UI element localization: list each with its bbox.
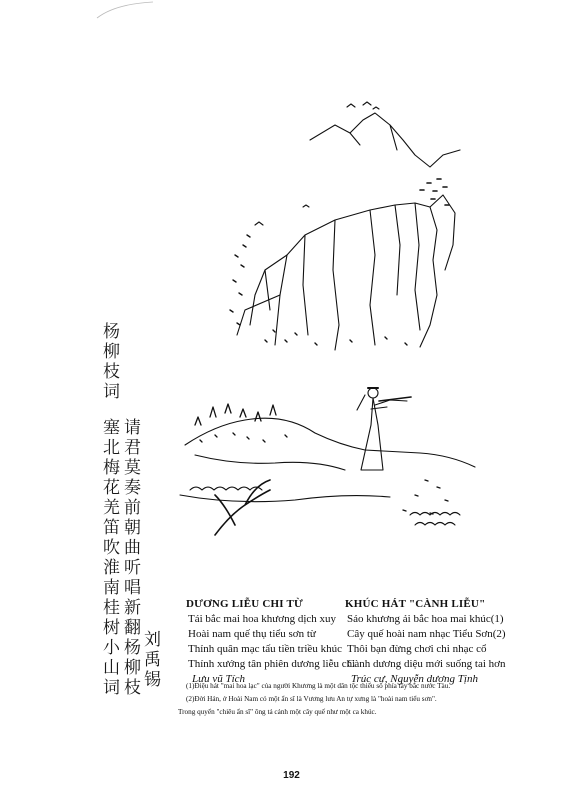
distant-mountains-drawing (310, 113, 460, 167)
flute-player-drawing (357, 388, 411, 470)
chinese-poem-line-2: 塞北梅花羌笛吹 (99, 418, 119, 558)
hill-drawing (180, 418, 475, 514)
poem-line: Sáo khương ải bắc hoa mai khúc(1) (347, 613, 504, 625)
footnote: (1)Điệu hát "mai hoa lạc" của người Khương là một dân tộc thiểu số phía tây bắc nước Tàu. (186, 682, 451, 690)
poem-translation (345, 597, 525, 687)
poem-line: Thôi bạn đừng chơi chi nhạc cổ (347, 643, 487, 655)
landscape-illustration (175, 95, 490, 555)
cliffs-drawing (230, 179, 455, 350)
chinese-poem-author: 刘禹锡 (140, 630, 160, 690)
poem-line: Tái bắc mai hoa khương dịch xuy (188, 613, 337, 625)
poem-line: Cành dương diệu mới suống tai hơn (347, 658, 506, 670)
poem-line: Cây quế hoài nam nhạc Tiểu Sơn(2) (347, 628, 506, 640)
translator-name: Trúc cư, Nguyễn dương Tịnh (351, 673, 478, 685)
page-corner-mark (95, 0, 155, 20)
poem-line: Thính xướng tân phiên dương liễu chi (188, 658, 356, 670)
poem-line: Hoài nam quế thụ tiểu sơn từ (188, 628, 316, 640)
chinese-poem-line-1: 请君莫奏前朝曲 (120, 418, 140, 558)
chinese-poem-title: 杨柳枝词 (99, 322, 119, 402)
poem-transliteration (186, 597, 356, 687)
chinese-poem-line-3: 听唱新翻杨柳枝 (120, 558, 140, 698)
footnote: (2)Đời Hán, ở Hoài Nam có một ẩn sĩ là Vương lưu An tự xưng là "hoài nam tiểu sơn". (186, 695, 437, 703)
poem-transliteration-title: DƯƠNG LIỄU CHI TỪ (186, 598, 303, 610)
birds-drawing (255, 102, 379, 225)
poem-author: Lưu vũ Tích (192, 673, 246, 685)
chinese-poem-line-4: 淮南桂树小山词 (99, 558, 119, 698)
poem-line: Thỉnh quân mạc tấu tiền triều khúc (188, 643, 342, 655)
footnote: Trong quyển "chiêu ẩn sĩ" ông tả cảnh một cây quế như một ca khúc. (178, 708, 377, 716)
poem-translation-title: KHÚC HÁT "CÀNH LIỄU" (345, 598, 486, 610)
page-number: 192 (283, 770, 300, 781)
footnotes (178, 680, 518, 719)
